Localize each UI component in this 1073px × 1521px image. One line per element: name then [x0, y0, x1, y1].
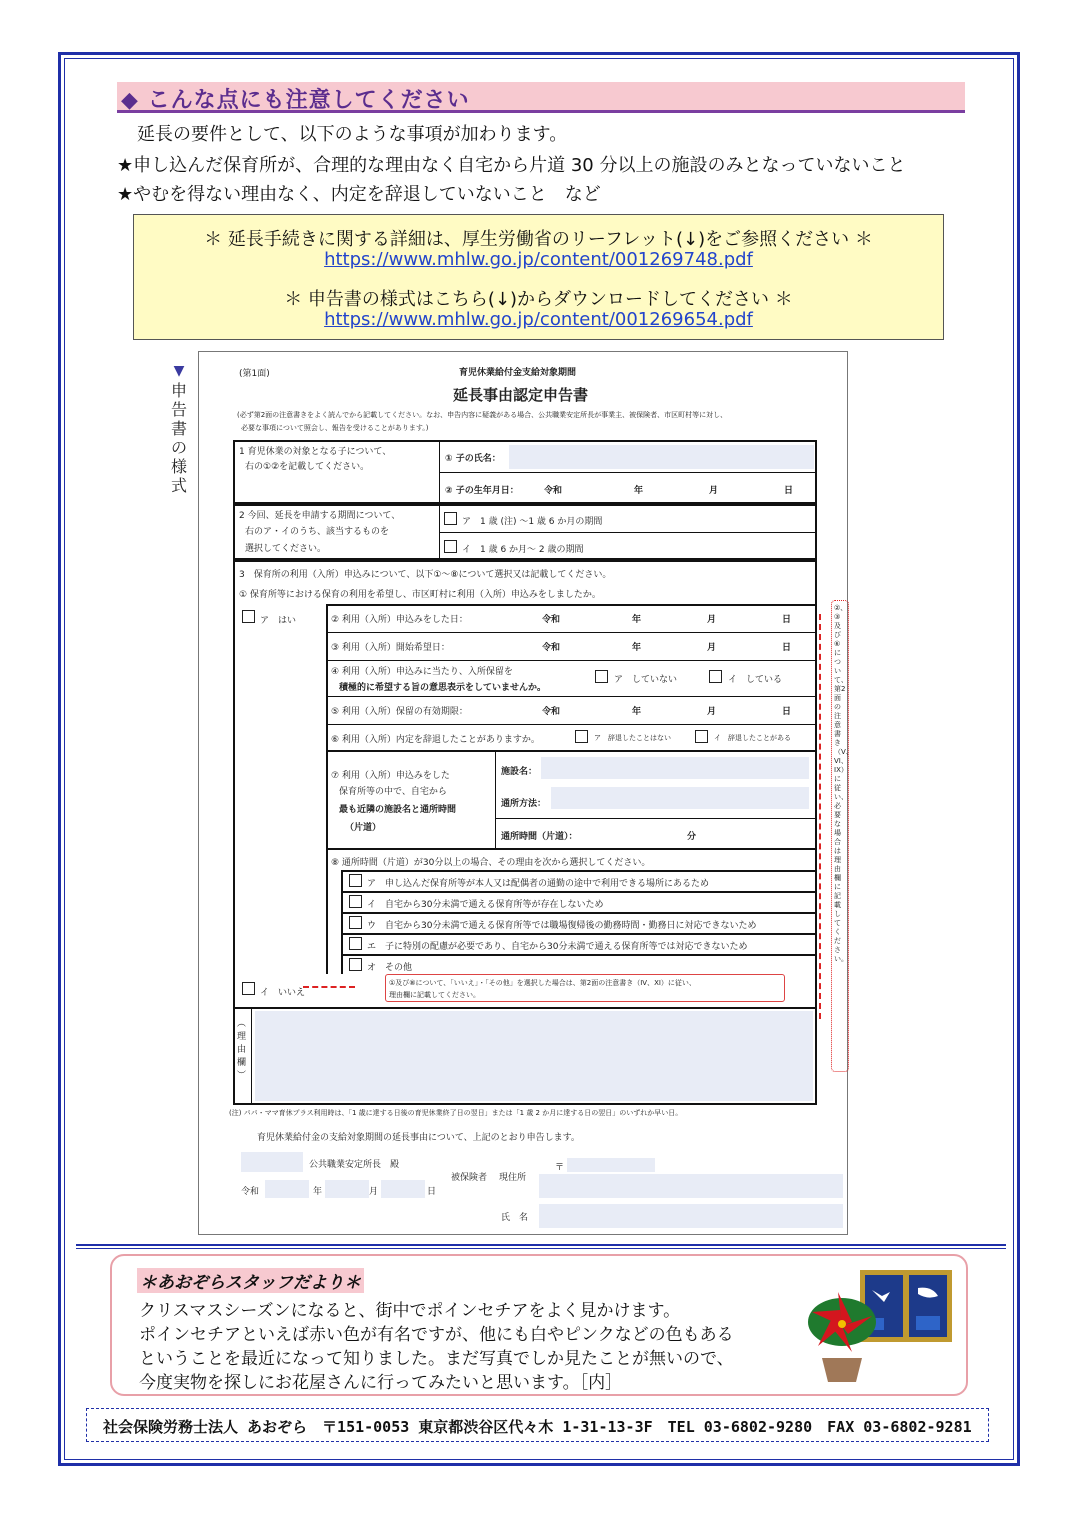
- red-note-2: 理由欄に記載してください。: [389, 991, 480, 999]
- notice-item-2: ★やむを得ない理由なく、内定を辞退していないこと など: [117, 184, 601, 205]
- q8-checkbox[interactable]: [349, 895, 362, 908]
- q4-label: ④ 利用（入所）申込みに当たり、入所保留を: [331, 667, 513, 677]
- name-field[interactable]: [539, 1204, 843, 1228]
- poinsettia-icon: [808, 1292, 876, 1382]
- s1-question: 1 育児休業の対象となる子について、: [239, 447, 392, 457]
- yes-option: ア はい: [260, 616, 297, 626]
- s2-option-b: イ 1 歳 6 か月～ 2 歳の期間: [462, 545, 584, 555]
- info-line-1: ＊ 延長手続きに関する詳細は、厚生労働省のリーフレット(↓)をご参照ください ＊: [204, 229, 873, 250]
- red-side-line: [819, 614, 821, 1019]
- q6-checkbox-b[interactable]: [695, 730, 708, 743]
- q8-border: [341, 870, 343, 974]
- q4-label-2: 積極的に希望する旨の意思表示をしていませんか。: [339, 683, 547, 693]
- q4-checkbox-b[interactable]: [709, 670, 722, 683]
- era-label: 令和: [544, 486, 563, 496]
- q7-label-2: 保育所等の中で、自宅から: [339, 787, 447, 797]
- q3-day: 日: [782, 643, 792, 653]
- q6-checkbox-a[interactable]: [575, 730, 588, 743]
- s1-question-2: 右の①②を記載してください。: [245, 462, 370, 472]
- name-label: 氏 名: [501, 1213, 529, 1223]
- commute-time-label: 通所時間（片道）：: [501, 832, 578, 842]
- q8-option-label: ウ 自宅から30分未満で通える保育所等では職場復帰後の勤務時間・勤務日に対応できないため: [367, 921, 757, 931]
- date-year: 年: [313, 1187, 323, 1197]
- poinsettia-window-illustration: [800, 1266, 960, 1396]
- footer-contact: [86, 1408, 989, 1442]
- q6-option-b: イ 辞退したことがある: [714, 734, 791, 742]
- q8-option-row: [341, 912, 817, 914]
- s3-heading: 3 保育所の利用（入所）申込みについて、以下①～⑧について選択又は記載してください。: [239, 570, 612, 580]
- insured-label: 被保険者: [451, 1173, 488, 1183]
- declaration-text: 育児休業給付金の支給対象期間の延長事由について、上記のとおり申告します。: [257, 1133, 580, 1143]
- year-label: 年: [634, 486, 644, 496]
- section-divider-thin: [76, 1248, 1006, 1249]
- staff-news-line-4: 今度実物を探しにお花屋さんに行ってみたいと思います。［内］: [139, 1373, 623, 1393]
- sample-form-label-text: 申 告 書 の 様 式: [170, 381, 187, 495]
- postal-field[interactable]: [567, 1158, 655, 1172]
- reason-label: ︵ 理 由 欄 ︶: [237, 1019, 247, 1081]
- form-footnote: (注) パパ・ママ育休プラス利用時は、「1 歳に達する日後の育児休業終了日の翌日」または「1 歳 2 か月に達する日の翌日」のいずれか早い日。: [229, 1109, 683, 1117]
- month-label: 月: [709, 486, 719, 496]
- leaflet-link[interactable]: https://www.mhlw.go.jp/content/001269748.pdf: [324, 249, 753, 270]
- date-day: 日: [427, 1187, 437, 1197]
- q5-month: 月: [707, 707, 717, 717]
- child-birth-label: ② 子の生年月日：: [445, 486, 519, 496]
- staff-news-line-1: クリスマスシーズンになると、街中でポインセチアをよく見かけます。: [139, 1301, 681, 1321]
- q6-option-a: ア 辞退したことはない: [594, 734, 671, 742]
- q8-option-label: ア 申し込んだ保育所等が本人又は配偶者の通勤の途中で利用できる場所にあるため: [367, 879, 710, 889]
- form-note-2: 必要な事項について照会し、報告を受けることがあります。): [241, 424, 429, 432]
- q7-label-4: （片道）: [345, 823, 382, 833]
- no-checkbox[interactable]: [242, 982, 255, 995]
- s2-checkbox-b[interactable]: [444, 540, 457, 553]
- q8-checkbox[interactable]: [349, 958, 362, 971]
- side-note: ②、③及び⑥について、第2面の注意書き（V、VI、IX）に従い、必要な場合は理由欄に記載してください。: [834, 604, 853, 963]
- q8-option-row: [341, 954, 817, 956]
- no-option: イ いいえ: [260, 988, 306, 998]
- address-field[interactable]: [539, 1174, 843, 1198]
- q2-year: 年: [632, 615, 642, 625]
- q5-label: ⑤ 利用（入所）保留の有効期限：: [331, 707, 468, 717]
- staff-news-line-2: ポインセチアといえば赤い色が有名ですが、他にも白やピンクなどの色もある: [139, 1325, 734, 1345]
- triangle-down-icon: ▼: [173, 363, 185, 379]
- date-era-field[interactable]: [265, 1180, 309, 1198]
- office-label: 公共職業安定所長 殿: [309, 1160, 400, 1170]
- q4-checkbox-a[interactable]: [595, 670, 608, 683]
- date-era: 令和: [241, 1187, 260, 1197]
- q3-era: 令和: [542, 643, 561, 653]
- form-title: 延長事由認定申告書: [453, 386, 589, 404]
- form-subtitle: 育児休業給付金支給対象期間: [459, 368, 577, 378]
- facility-label: 施設名：: [501, 767, 538, 777]
- date-month-field[interactable]: [381, 1180, 425, 1198]
- s2-question: 2 今回、延長を申請する期間について、: [239, 511, 401, 521]
- q2-month: 月: [707, 615, 717, 625]
- q4-option-b: イ している: [728, 675, 783, 685]
- q8-option-row: [341, 891, 817, 893]
- s2-option-a: ア 1 歳 (注) ～1 歳 6 か月の期間: [462, 517, 603, 527]
- q8-option-label: エ 子に特別の配慮が必要であり、自宅から30分未満で通える保育所等では対応できないため: [367, 942, 748, 952]
- q7-label: ⑦ 利用（入所）申込みをした: [331, 771, 450, 781]
- day-label: 日: [784, 486, 794, 496]
- staff-news-title: ＊あおぞらスタッフだより＊: [137, 1268, 364, 1293]
- info-box: [133, 214, 944, 340]
- red-arrow: [303, 986, 355, 988]
- q8-option-label: イ 自宅から30分未満で通える保育所等が存在しないため: [367, 900, 604, 910]
- q8-label: ⑧ 通所時間（片道）が30分以上の場合、その理由を次から選択してください。: [331, 858, 651, 868]
- yes-checkbox[interactable]: [242, 610, 255, 623]
- s2-question-3: 選択してください。: [245, 544, 327, 554]
- notice-intro: 延長の要件として、以下のような事項が加わります。: [137, 124, 568, 145]
- q8-option-row: [341, 933, 817, 935]
- minute-label: 分: [687, 832, 697, 842]
- q2-day: 日: [782, 615, 792, 625]
- section-divider: [76, 1244, 1006, 1246]
- s2-question-2: 右のア・イのうち、該当するものを: [245, 527, 390, 537]
- facility-field[interactable]: [541, 757, 809, 779]
- q5-day: 日: [782, 707, 792, 717]
- office-field[interactable]: [241, 1152, 303, 1172]
- notice-heading-text: ◆ こんな点にも注意してください: [121, 88, 470, 113]
- q2-era: 令和: [542, 615, 561, 625]
- commute-method-field[interactable]: [551, 787, 809, 809]
- form-page-no: (第1面): [239, 369, 270, 379]
- sample-form-label: [168, 362, 190, 495]
- commute-method-label: 通所方法：: [501, 799, 547, 809]
- address-label: 現住所: [499, 1173, 527, 1183]
- red-note-1: ①及び⑧について、「いいえ」・「その他」を選択した場合は、第2面の注意書き（IV、XI）に従い、: [389, 979, 696, 987]
- child-name-label: ① 子の氏名：: [445, 454, 501, 464]
- q3-label: ③ 利用（入所）開始希望日：: [331, 643, 450, 653]
- q3-year: 年: [632, 643, 642, 653]
- notice-item-1: ★申し込んだ保育所が、合理的な理由なく自宅から片道 30 分以上の施設のみとなっていないこと: [117, 155, 906, 176]
- s3-question-1: ① 保育所等における保育の利用を希望し、市区町村に利用（入所）申込みをしましたか。: [239, 590, 601, 600]
- q5-year: 年: [632, 707, 642, 717]
- q8-option-row: [341, 870, 817, 872]
- sample-form: [198, 351, 853, 1235]
- postal-label: 〒: [555, 1163, 565, 1173]
- q8-checkbox[interactable]: [349, 916, 362, 929]
- q6-label: ⑥ 利用（入所）内定を辞退したことがありますか。: [331, 735, 540, 745]
- date-year-field[interactable]: [325, 1180, 369, 1198]
- s2-checkbox-a[interactable]: [444, 512, 457, 525]
- staff-news-line-3: ということを最近になって知りました。まだ写真でしか見たことが無いので、: [139, 1349, 734, 1369]
- notice-heading: [117, 82, 965, 113]
- date-month: 月: [369, 1187, 379, 1197]
- footer-text: 社会保険労務士法人 あおぞら 〒151-0053 東京都渋谷区代々木 1-31-13-3F TEL 03-6802-9280 FAX 03-6802-9281: [103, 1418, 972, 1436]
- info-line-2: ＊ 申告書の様式はこちら(↓)からダウンロードしてください ＊: [284, 289, 793, 310]
- q8-checkbox[interactable]: [349, 874, 362, 887]
- q2-label: ② 利用（入所）申込みをした日：: [331, 615, 468, 625]
- q3-month: 月: [707, 643, 717, 653]
- q5-era: 令和: [542, 707, 561, 717]
- child-name-field[interactable]: [509, 445, 814, 469]
- form-download-link[interactable]: https://www.mhlw.go.jp/content/001269654.pdf: [324, 309, 753, 330]
- reason-field[interactable]: [255, 1011, 813, 1101]
- q7-label-3: 最も近隣の施設名と通所時間: [339, 805, 457, 815]
- q8-checkbox[interactable]: [349, 937, 362, 950]
- window-icon: [860, 1270, 952, 1342]
- q4-option-a: ア していない: [614, 675, 678, 685]
- form-note-1: (必ず第2面の注意書きをよく読んでから記載してください。なお、申告内容に疑義がある場合、公共職業安定所長が事業主、被保険者、市区町村等に対し、: [237, 411, 728, 419]
- q8-option-label: オ その他: [367, 963, 413, 973]
